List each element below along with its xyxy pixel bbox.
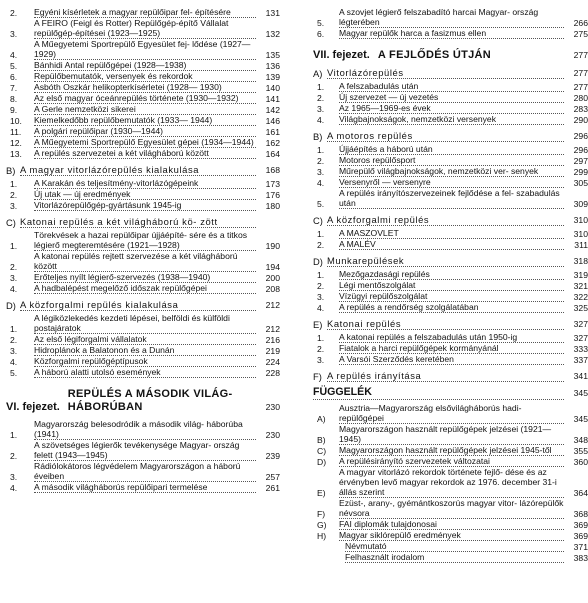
toc-entry-number: 2. — [317, 156, 325, 166]
toc-page-number: 216 — [265, 335, 280, 345]
toc-page-number: 266 — [573, 18, 588, 28]
toc-page-number: 341 — [573, 371, 588, 381]
toc-entry — [307, 114, 588, 125]
toc-page-number: 371 — [573, 542, 588, 552]
toc-entry-number: 5. — [10, 61, 18, 71]
toc-entry-number: A) — [317, 414, 326, 424]
toc-entry-number: 3. — [10, 201, 18, 211]
toc-entry-number: 2. — [317, 281, 325, 291]
toc-page-number: 176 — [265, 190, 280, 200]
toc-entry-title: Hidroplánok a Balatonon és a Dunán — [34, 345, 256, 356]
toc-entry — [307, 498, 588, 519]
toc-entry-title: Kiemelkedőbb repülőbemutatók (1933— 1944) — [34, 115, 256, 126]
toc-section-heading — [307, 130, 588, 142]
toc-section-heading — [0, 299, 280, 311]
toc-entry-number: 5. — [317, 18, 325, 28]
toc-entry-number: 1. — [10, 430, 18, 440]
toc-entry-title: A motoros repülés — [327, 130, 564, 142]
toc-right-column — [307, 7, 588, 563]
toc-page-number: 283 — [573, 104, 588, 114]
toc-page-number: 224 — [265, 357, 280, 367]
toc-entry-number: 3. — [10, 273, 18, 283]
toc-entry — [0, 313, 280, 334]
toc-entry — [307, 552, 588, 563]
toc-entry-title: Magyar repülők harca a fasizmus ellen — [339, 28, 564, 39]
toc-page-number: 333 — [573, 344, 588, 354]
toc-section-heading — [307, 370, 588, 382]
toc-entry-number: 13. — [10, 149, 22, 159]
toc-entry-title: A közforgalmi repülés kialakulása — [20, 299, 256, 311]
toc-page-number: 194 — [265, 262, 280, 272]
toc-entry — [307, 177, 588, 188]
toc-entry — [307, 188, 588, 209]
toc-page-number: 190 — [265, 241, 280, 251]
toc-entry-title: A MASZOVLET — [339, 228, 564, 239]
toc-entry-title: A felszabadulás után — [339, 81, 564, 92]
toc-entry-number: F) — [313, 371, 322, 382]
toc-entry-title: Vitorlázórepülőgép-gyártásunk 1945-ig — [34, 200, 256, 211]
toc-page-number: 296 — [573, 145, 588, 155]
toc-entry-number: H) — [317, 531, 327, 541]
toc-chapter-heading — [307, 49, 588, 62]
toc-page-number: 141 — [265, 94, 280, 104]
toc-entry-number: 4. — [317, 303, 325, 313]
toc-entry-number: 2. — [10, 335, 18, 345]
toc-page-number: 131 — [265, 8, 280, 18]
toc-page-number: 164 — [265, 149, 280, 159]
toc-entry-title: Bánhidi Antal repülőgépei (1928—1938) — [34, 60, 256, 71]
toc-entry-title: Világbajnokságok, nemzetközi versenyek — [339, 114, 564, 125]
toc-entry-number: 5. — [10, 368, 18, 378]
toc-entry — [0, 283, 280, 294]
toc-entry-number: F) — [317, 509, 326, 519]
toc-entry — [0, 18, 280, 39]
toc-entry-title: Repülőbemutatók, versenyek és rekordok — [34, 71, 256, 82]
toc-entry-title: A légiközlekedés kezdeti lépései, belföldi és külföldi postajáratok — [34, 313, 256, 334]
toc-page-number: 321 — [573, 281, 588, 291]
toc-page-number: 310 — [573, 215, 588, 225]
toc-entry — [0, 440, 280, 461]
toc-page-number: 322 — [573, 292, 588, 302]
toc-entry — [0, 419, 280, 440]
toc-page-number: 146 — [265, 116, 280, 126]
toc-entry-number: 4. — [10, 50, 18, 60]
toc-entry-number: C) — [313, 215, 323, 226]
toc-entry — [307, 403, 588, 424]
toc-entry — [307, 354, 588, 365]
toc-entry — [307, 541, 588, 552]
toc-page-number: 318 — [573, 256, 588, 266]
toc-entry-title: Rádiólokátoros légvédelem Magyarországon a háború éveiben — [34, 461, 256, 482]
toc-page-number: 168 — [265, 165, 280, 175]
toc-entry-title: Katonai repülés — [327, 318, 564, 330]
toc-entry-number: A) — [313, 68, 323, 79]
toc-entry-number: 3. — [10, 346, 18, 356]
toc-entry — [0, 148, 280, 159]
toc-page-number: 327 — [573, 333, 588, 343]
toc-entry-number: B) — [317, 435, 326, 445]
toc-entry-number: 2. — [317, 93, 325, 103]
toc-page-number: 135 — [265, 50, 280, 60]
toc-page-number: 325 — [573, 303, 588, 313]
toc-page-number: 290 — [573, 115, 588, 125]
toc-page-number: 257 — [265, 472, 280, 482]
toc-entry-title: Újjáépítés a háború után — [339, 144, 564, 155]
toc-entry-title: A FEIRO (Feigl és Rotter) Repülőgép-építő Vállalat repülőgép-építései (1923—1925) — [34, 18, 256, 39]
toc-entry-number: VI. fejezet. — [6, 401, 60, 413]
toc-page-number: 299 — [573, 167, 588, 177]
toc-page-number: 212 — [265, 324, 280, 334]
toc-page-number: 180 — [265, 201, 280, 211]
toc-section-heading — [307, 214, 588, 226]
toc-entry — [0, 60, 280, 71]
toc-entry — [0, 251, 280, 272]
toc-entry-title: Magyarországon használt repülőgépek jelzései (1921—1945) — [339, 424, 564, 445]
toc-entry-number: 3. — [317, 292, 325, 302]
toc-section-heading — [0, 216, 280, 228]
toc-entry — [307, 280, 588, 291]
toc-entry-number: 1. — [317, 82, 325, 92]
toc-entry-title: A polgári repülőipar (1930—1944) — [34, 126, 256, 137]
toc-entry — [0, 345, 280, 356]
toc-entry-title: Az első magyar óceánrepülés története (1930—1932) — [34, 93, 256, 104]
toc-entry — [0, 334, 280, 345]
toc-entry-title: Egyéni kísérletek a magyar repülőipar fel- építésére — [34, 7, 256, 18]
toc-entry-title: Vízügyi repülőszolgálat — [339, 291, 564, 302]
toc-entry — [307, 7, 588, 28]
toc-entry-title: A repülésirányító szervezetek változatai — [339, 456, 564, 467]
toc-entry-number: 2. — [10, 262, 18, 272]
toc-page-number: 239 — [265, 451, 280, 461]
toc-page-number: 327 — [573, 319, 588, 329]
toc-entry-title: Fiatalok a harci repülőgépek kormányánál — [339, 343, 564, 354]
toc-entry — [0, 115, 280, 126]
toc-page-number: 277 — [573, 68, 588, 78]
toc-page-number: 162 — [265, 138, 280, 148]
toc-entry-number: 1. — [10, 241, 18, 251]
toc-entry — [307, 92, 588, 103]
toc-page-number: 139 — [265, 72, 280, 82]
toc-entry-title: Az 1965—1969-es évek — [339, 103, 564, 114]
toc-entry-title: A katonai repülés rejtett szervezése a két világháború között — [34, 251, 256, 272]
toc-entry-title: A Gerle nemzetközi sikerei — [34, 104, 256, 115]
toc-page-number: 208 — [265, 284, 280, 294]
toc-page-number: 230 — [265, 430, 280, 440]
toc-page-number: 348 — [573, 435, 588, 445]
toc-page-number: 161 — [265, 127, 280, 137]
toc-entry — [0, 82, 280, 93]
toc-page-number: 337 — [573, 355, 588, 365]
toc-entry-number: 10. — [10, 116, 22, 126]
toc-entry-title: REPÜLÉS A MÁSODIK VILÁG- HÁBORÚBAN — [67, 388, 233, 413]
toc-entry-number: 3. — [317, 167, 325, 177]
toc-entry-title: Felhasznált irodalom — [345, 552, 564, 563]
toc-section-heading — [307, 255, 588, 267]
toc-entry-number: B) — [6, 165, 16, 176]
toc-entry-title: A repülés irányítása — [327, 370, 564, 382]
toc-page-number: 368 — [573, 509, 588, 519]
toc-page-number: 345 — [573, 414, 588, 424]
toc-page-number: 132 — [265, 29, 280, 39]
toc-page-number: 311 — [574, 240, 588, 250]
toc-entry-title: Új utak — új eredmények — [34, 189, 256, 200]
toc-page-number: 309 — [573, 199, 588, 209]
toc-entry-number: 4. — [317, 178, 325, 188]
toc-entry-title: A FEJLŐDÉS ÚTJÁN — [377, 49, 492, 61]
toc-entry-number: D) — [6, 300, 16, 311]
toc-entry-title: Munkarepülések — [327, 255, 564, 267]
toc-entry-title: Közforgalmi repülőgéptípusok — [34, 356, 256, 367]
toc-entry-title: Katonai repülés a két világháború kö- zött — [20, 216, 256, 228]
toc-entry-title: A Műegyetemi Sportrepülő Egyesület fej- lődése (1927—1929) — [34, 39, 256, 60]
toc-entry — [0, 137, 280, 148]
toc-chapter-heading — [0, 388, 280, 414]
toc-entry-number: 9. — [10, 105, 18, 115]
toc-entry-title: Műrepülő világbajnokságok, nemzetközi ver- senyek — [339, 166, 564, 177]
toc-entry-number: 3. — [317, 355, 325, 365]
toc-entry-number: 6. — [317, 29, 325, 39]
toc-entry — [0, 482, 280, 493]
toc-entry-number: 4. — [10, 357, 18, 367]
toc-section-heading — [307, 67, 588, 79]
toc-page-number: 364 — [573, 488, 588, 498]
toc-entry — [307, 81, 588, 92]
toc-entry-title: Motoros repülősport — [339, 155, 564, 166]
toc-entry — [307, 424, 588, 445]
toc-entry-number: 3. — [10, 29, 18, 39]
toc-entry-title: A szovjet légierő felszabadító harcai Magyar- ország légterében — [339, 7, 564, 28]
toc-entry-title: Ezüst-, arany-, gyémántkoszorús magyar vitor- lázórepülők névsora — [339, 498, 564, 518]
toc-entry-number: 2. — [317, 240, 325, 250]
toc-page-number: 297 — [573, 156, 588, 166]
toc-page-number: 261 — [265, 483, 280, 493]
toc-entry-number: E) — [313, 319, 323, 330]
toc-entry-title: Ausztria—Magyarország elsővilágháborús hadi- repülőgépei — [339, 403, 564, 424]
toc-entry-number: G) — [317, 520, 327, 530]
toc-page-number: 305 — [573, 178, 588, 188]
toc-entry — [307, 155, 588, 166]
toc-entry — [307, 144, 588, 155]
toc-entry-number: 1. — [317, 229, 325, 239]
toc-entry-title: A MALÉV — [339, 239, 564, 250]
toc-entry — [307, 519, 588, 530]
toc-entry-number: 8. — [10, 94, 18, 104]
toc-entry — [0, 189, 280, 200]
toc-entry-number: 3. — [317, 104, 325, 114]
toc-entry — [0, 39, 280, 60]
toc-entry-number: 6. — [10, 72, 18, 82]
toc-entry-title: Vitorlázórepülés — [327, 67, 564, 79]
toc-entry-number: C) — [317, 446, 327, 456]
toc-entry-number: 1. — [317, 270, 325, 280]
toc-entry-title: Erőteljes nyílt légierő-szervezés (1938—1940) — [34, 272, 256, 283]
toc-entry-number: D) — [317, 457, 327, 467]
toc-page-number: 277 — [573, 82, 588, 92]
toc-entry-title: Magyarország belesodródik a második világ- háborúba (1941) — [34, 419, 256, 440]
toc-entry — [307, 239, 588, 250]
toc-page-number: 296 — [573, 131, 588, 141]
toc-entry-title: Magyar siklórepülő eredmények — [339, 530, 564, 541]
toc-entry-title: FAI diplomák tulajdonosai — [339, 519, 564, 530]
toc-entry-title: A magyar vitorlázórepülés kialakulása — [20, 164, 256, 176]
toc-entry-number: 2. — [10, 190, 18, 200]
toc-entry — [307, 456, 588, 467]
toc-entry-title: Mezőgazdasági repülés — [339, 269, 564, 280]
toc-entry-number: D) — [313, 256, 323, 267]
toc-page-number: 345 — [573, 388, 588, 398]
toc-page-number: 173 — [265, 179, 280, 189]
toc-entry — [307, 530, 588, 541]
toc-entry — [0, 200, 280, 211]
toc-entry-title: A második világháborús repülőipari termelése — [34, 482, 256, 493]
toc-entry-title: Magyarországon használt repülőgépek jelzései 1945-től — [339, 445, 564, 456]
toc-entry-number: 4. — [10, 483, 18, 493]
toc-entry — [307, 28, 588, 39]
toc-entry-title: Versenyről — versenyre — [339, 177, 564, 188]
toc-entry — [0, 71, 280, 82]
toc-page-number: 319 — [573, 270, 588, 280]
toc-entry — [307, 332, 588, 343]
toc-page-number: 140 — [265, 83, 280, 93]
toc-page-number: 212 — [265, 300, 280, 310]
toc-entry-number: 5. — [317, 199, 325, 209]
toc-entry — [307, 343, 588, 354]
toc-entry-title: Asbóth Oszkár helikopterkísérletei (1928— 1930) — [34, 82, 256, 93]
toc-entry — [307, 228, 588, 239]
toc-entry — [307, 166, 588, 177]
toc-page-number: 136 — [265, 61, 280, 71]
toc-page-number: 228 — [265, 368, 280, 378]
toc-entry-number: E) — [317, 488, 326, 498]
toc-entry-title: Új szervezet — új vezetés — [339, 92, 564, 103]
toc-page-number: 275 — [573, 29, 588, 39]
toc-entry-number: 4. — [10, 284, 18, 294]
toc-section-heading — [0, 164, 280, 176]
toc-entry — [0, 272, 280, 283]
toc-left-column — [0, 7, 280, 493]
toc-entry — [307, 445, 588, 456]
toc-entry-title: A háború alatti utolsó események — [34, 367, 256, 378]
toc-entry-title: A közforgalmi repülés — [327, 214, 564, 226]
toc-entry-number: 7. — [10, 83, 18, 93]
toc-entry-number: B) — [313, 131, 323, 142]
toc-entry-title: A Varsói Szerződés keretében — [339, 354, 564, 365]
toc-entry-title: Törekvések a hazai repülőipar újjáépíté- sére és a titkos légierő megteremtésére (1921—1928) — [34, 230, 256, 251]
toc-page-number: 280 — [573, 93, 588, 103]
toc-entry — [0, 7, 280, 18]
toc-entry-title: A Műegyetemi Sportrepülő Egyesület gépei (1934—1944) — [34, 137, 256, 148]
toc-entry — [0, 367, 280, 378]
toc-page-number: 230 — [265, 402, 280, 412]
toc-entry — [0, 178, 280, 189]
toc-entry — [307, 103, 588, 114]
toc-entry-number: 2. — [317, 344, 325, 354]
toc-entry — [0, 93, 280, 104]
toc-entry — [307, 302, 588, 313]
toc-entry-number: C) — [6, 217, 16, 228]
toc-entry — [0, 356, 280, 367]
toc-entry-number: 1. — [317, 145, 325, 155]
toc-page-number: 142 — [265, 105, 280, 115]
toc-page-number: 383 — [573, 553, 588, 563]
toc-page-number: 355 — [573, 446, 588, 456]
toc-page-number: 219 — [265, 346, 280, 356]
toc-entry-number: VII. fejezet. — [313, 49, 370, 61]
toc-entry — [307, 467, 588, 498]
toc-entry-title: Névmutató — [345, 541, 564, 552]
toc-page-number: 369 — [573, 531, 588, 541]
toc-entry — [307, 291, 588, 302]
toc-page-number: 310 — [573, 229, 588, 239]
toc-page-number: 369 — [573, 520, 588, 530]
toc-entry — [0, 461, 280, 482]
toc-entry-number: 12. — [10, 138, 22, 148]
toc-entry-number: 2. — [10, 451, 18, 461]
toc-entry-title: A repülés szervezetei a két világháború között — [34, 148, 256, 159]
toc-entry-title: FÜGGELÉK — [313, 386, 564, 400]
toc-entry-title: A repülés a rendőrség szolgálatában — [339, 302, 564, 313]
toc-section-heading — [307, 318, 588, 330]
toc-entry — [307, 269, 588, 280]
toc-entry — [0, 230, 280, 251]
toc-page-number: 277 — [573, 50, 588, 60]
toc-entry-title: A repülés irányítószervezeinek fejlődése a fel- szabadulás után — [339, 188, 564, 209]
toc-entry — [0, 126, 280, 137]
toc-entry-title: Légi mentőszolgálat — [339, 280, 564, 291]
toc-entry-title: A Karakán és teljesítmény-vitorlázógépeink — [34, 178, 256, 189]
toc-appendix-heading — [307, 386, 588, 400]
toc-page-number: 360 — [573, 457, 588, 467]
toc-entry-number: 4. — [317, 115, 325, 125]
toc-entry-title: A katonai repülés a felszabadulás után 1950-ig — [339, 332, 564, 343]
toc-entry-number: 2. — [10, 8, 18, 18]
toc-entry — [0, 104, 280, 115]
toc-entry-number: 11. — [10, 127, 22, 137]
toc-entry-number: 3. — [10, 472, 18, 482]
toc-entry-title: Az első légiforgalmi vállalatok — [34, 334, 256, 345]
toc-page-number: 200 — [265, 273, 280, 283]
toc-entry-title: A magyar vitorlázó rekordok története fejlő- dése és az érvényben levő magyar rekordok az 1976. december 31-i állás szerint — [339, 467, 564, 498]
toc-entry-number: 1. — [10, 324, 18, 334]
toc-entry-number: 1. — [10, 179, 18, 189]
toc-entry-number: 1. — [317, 333, 325, 343]
toc-entry-title: A hadbalépést megelőző időszak repülőgépei — [34, 283, 256, 294]
toc-entry-title: A szövetséges légierők tevékenysége Magyar- ország felett (1943—1945) — [34, 440, 256, 461]
